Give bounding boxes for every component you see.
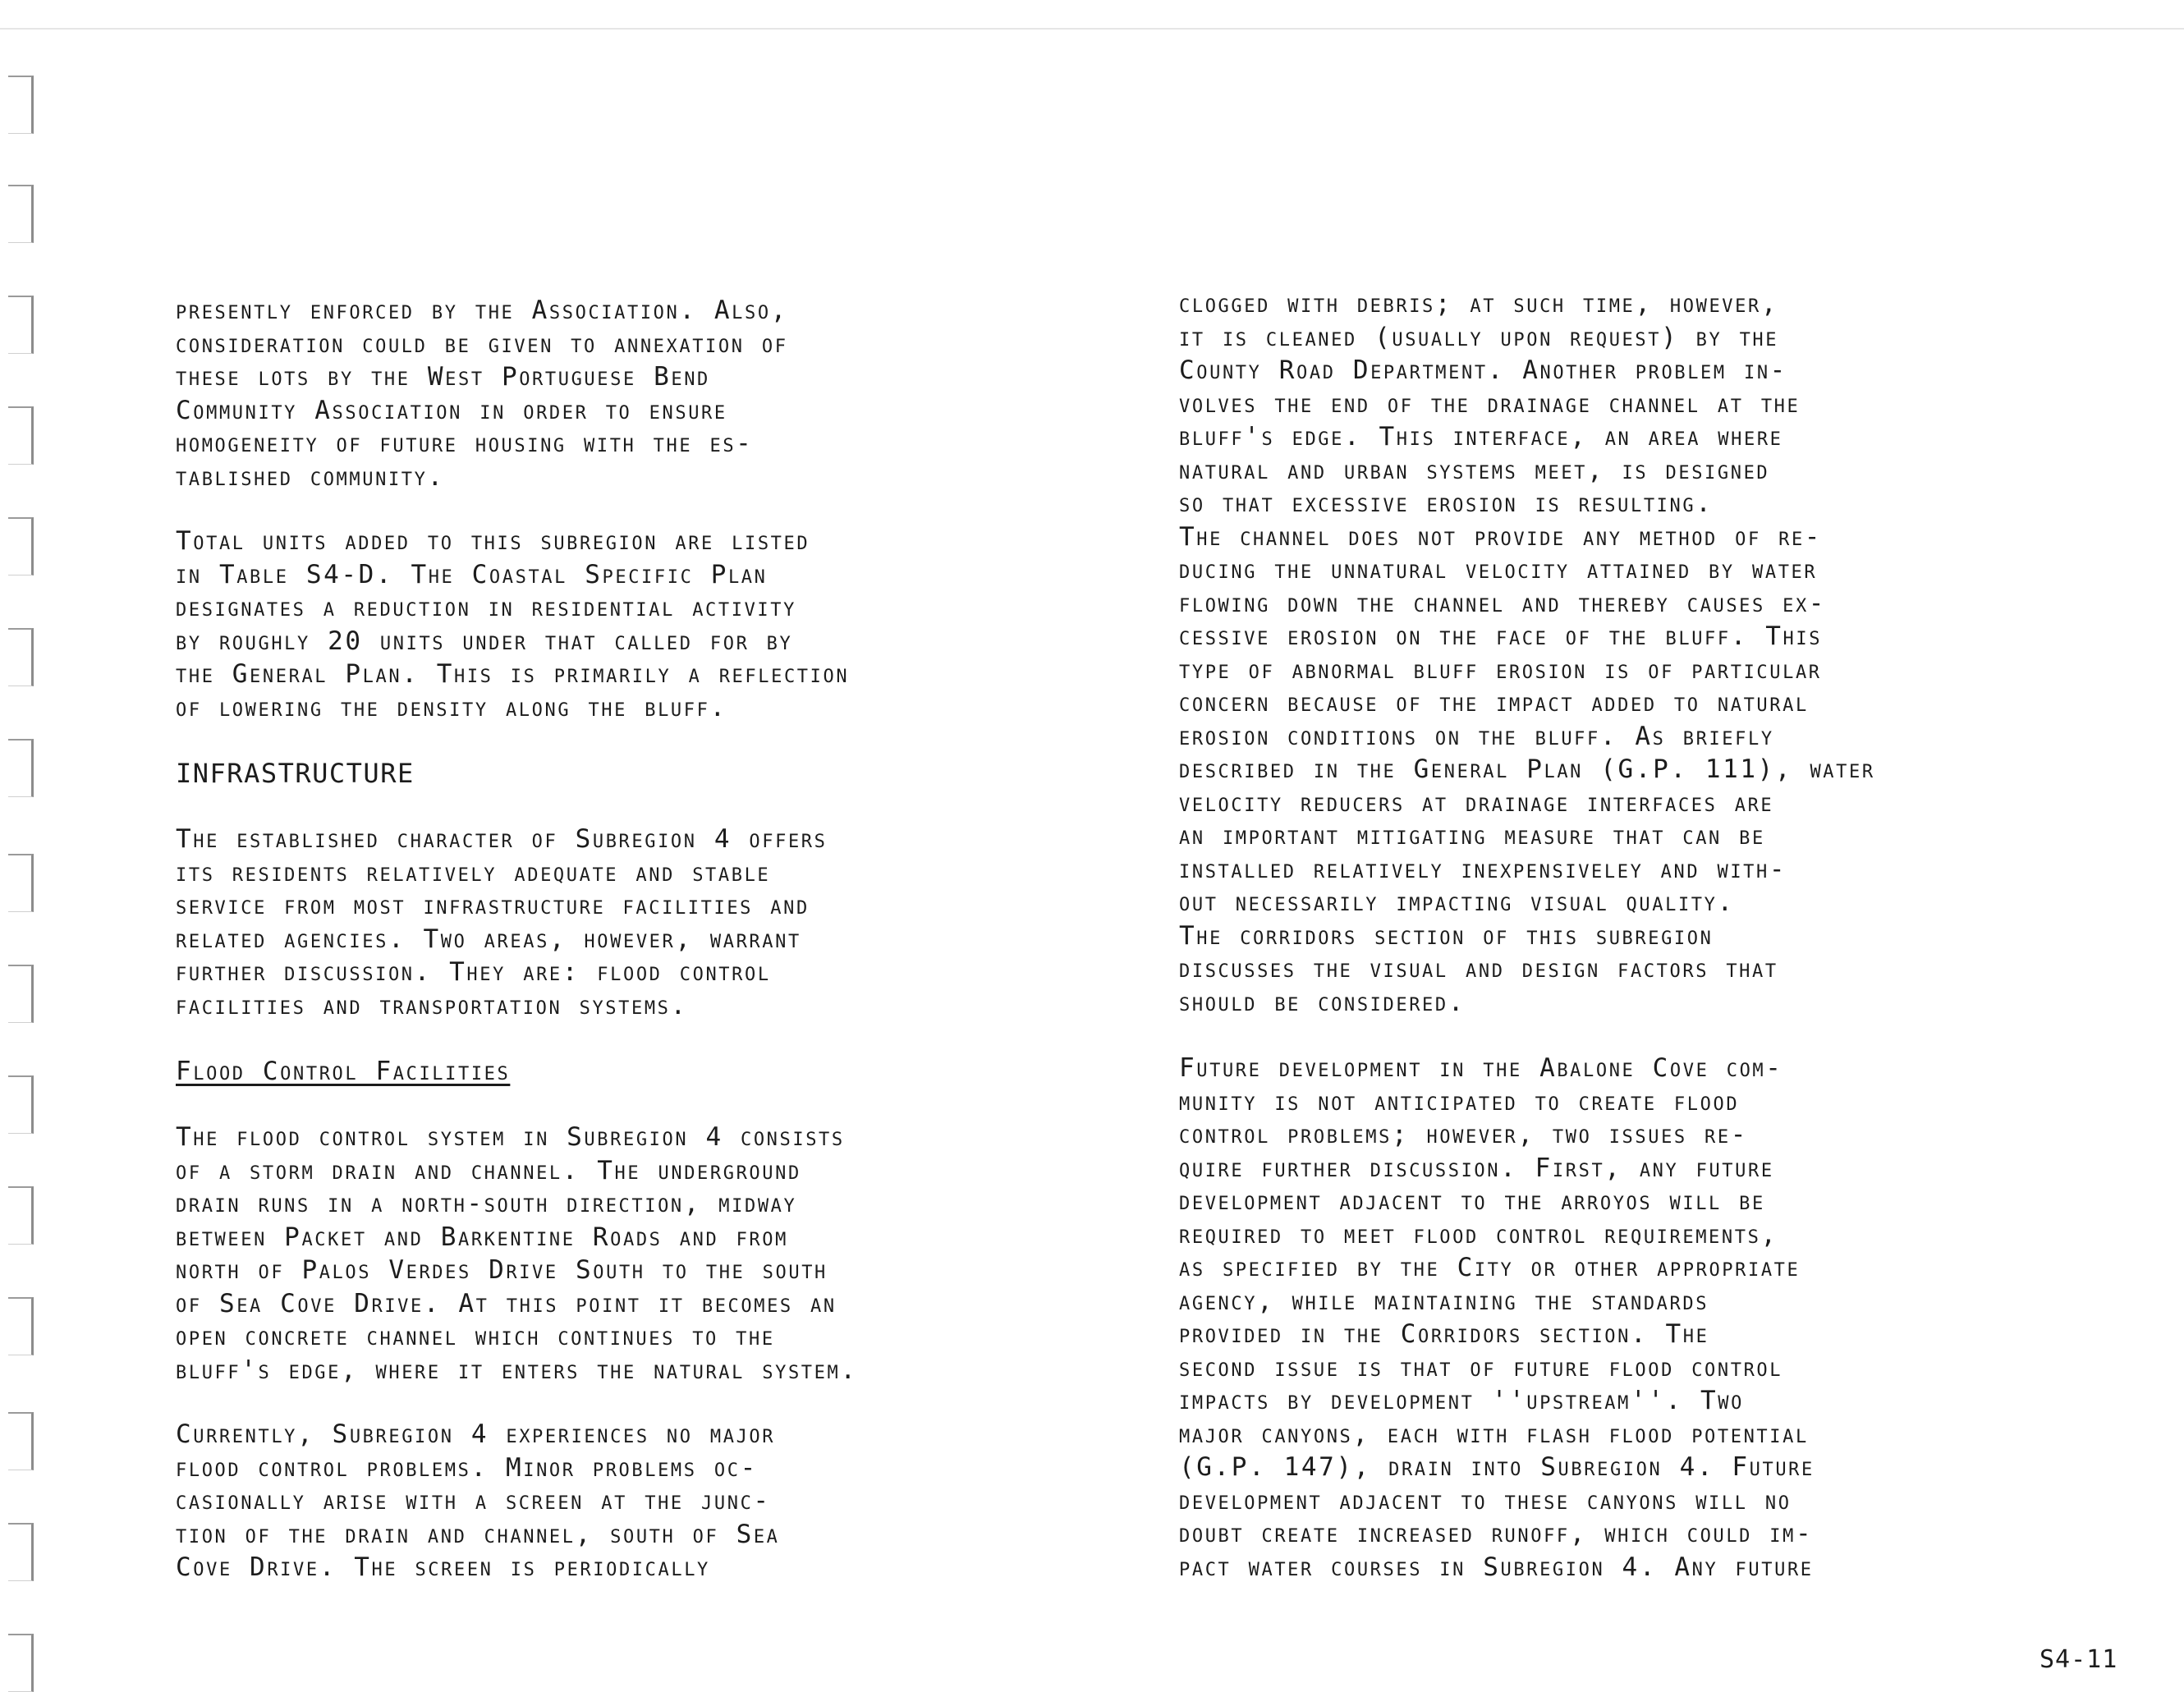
paragraph-clogged-debris [1179, 287, 2131, 1019]
section-heading-infrastructure: INFRASTRUCTURE [176, 758, 415, 789]
text-line: open concrete channel which continues to the [176, 1322, 775, 1351]
binder-mark [8, 1075, 34, 1134]
text-line: impacts by development ''upstream''. Two [1179, 1386, 1744, 1415]
paragraph-currently [176, 1418, 1169, 1584]
text-line: concern because of the impact added to natural [1179, 688, 1809, 718]
text-line: service from most infrastructure facilities and [176, 891, 810, 920]
text-line: discusses the visual and design factors that [1179, 954, 1778, 984]
text-line: it is cleaned (usually upon request) by the [1179, 322, 1779, 352]
text-line: installed relatively inexpensiveley and with- [1179, 854, 1787, 884]
text-line: erosion conditions on the bluff. As briefly [1179, 721, 1774, 751]
binder-hole-marks [0, 0, 49, 1685]
text-line: casionally arise with a screen at the junc- [176, 1486, 771, 1515]
text-line: flood control problems. Minor problems oc- [176, 1452, 758, 1483]
right-column [1179, 287, 2131, 1584]
text-line: munity is not anticipated to create flood [1179, 1086, 1740, 1117]
text-line: control problems; however, two issues re- [1179, 1120, 1748, 1149]
text-line: further discussion. They are: flood control [176, 957, 771, 987]
text-line: County Road Department. Another problem in- [1179, 355, 1787, 385]
binder-mark [8, 185, 34, 243]
text-line: natural and urban systems meet, is designed [1179, 455, 1770, 485]
text-line: flowing down the channel and thereby causes ex- [1179, 588, 1827, 618]
text-line: The flood control system in Subregion 4 consists [176, 1122, 845, 1152]
text-line: tablished community. [176, 461, 445, 492]
text-line: required to meet flood control requirements, [1179, 1219, 1778, 1250]
binder-mark [8, 628, 34, 686]
text-line: should be considered. [1179, 987, 1466, 1017]
binder-mark [8, 1297, 34, 1355]
binder-mark [8, 965, 34, 1023]
text-line: by roughly 20 units under that called for by [176, 626, 793, 656]
binder-mark [8, 1523, 34, 1581]
text-line: major canyons, each with flash flood potential [1179, 1419, 1809, 1449]
text-line: agency, while maintaining the standards [1179, 1286, 1709, 1316]
text-line: Community Association in order to ensure [176, 395, 727, 425]
binder-mark [8, 854, 34, 912]
text-line: facilities and transportation systems. [176, 990, 688, 1020]
left-column [176, 294, 1169, 1584]
text-line: Future development in the Abalone Cove com- [1179, 1053, 1783, 1083]
text-line: pact water courses in Subregion 4. Any future [1179, 1552, 1814, 1582]
text-line: homogeneity of future housing with the es- [176, 429, 754, 458]
text-line: related agencies. Two areas, however, warrant [176, 924, 801, 954]
text-line: of a storm drain and channel. The underground [176, 1155, 801, 1185]
text-line: The channel does not provide any method of re- [1179, 521, 1823, 552]
binder-mark [8, 296, 34, 354]
text-line: consideration could be given to annexation of [176, 328, 788, 359]
text-line: drain runs in a north-south direction, midway [176, 1189, 797, 1218]
text-line: Total units added to this subregion are listed [176, 526, 810, 556]
text-line: described in the General Plan (G.P. 111), water [1179, 754, 1875, 784]
text-line: these lots by the West Portuguese Bend [176, 362, 710, 392]
scan-top-edge [0, 28, 2184, 30]
text-line: an important mitigating measure that can be [1179, 821, 1765, 851]
binder-mark [8, 1412, 34, 1470]
text-line: its residents relatively adequate and stable [176, 857, 771, 887]
text-line: The established character of Subregion 4 offers [176, 824, 828, 854]
text-line: type of abnormal bluff erosion is of particular [1179, 654, 1822, 685]
paragraph-association [176, 294, 1169, 493]
paragraph-flood-control-system [176, 1121, 1169, 1387]
text-line: designates a reduction in residential activity [176, 593, 796, 622]
text-line: bluff's edge, where it enters the natural system. [176, 1355, 858, 1385]
text-line: cessive erosion on the face of the bluff. This [1179, 621, 1823, 651]
subheading-flood-control-facilities: Flood Control Facilities [176, 1057, 511, 1086]
text-line: provided in the Corridors section. The [1179, 1319, 1709, 1349]
text-line: of lowering the density along the bluff. [176, 692, 727, 722]
paragraph-future-development [1179, 1052, 2131, 1584]
text-line: so that excessive erosion is resulting. [1179, 488, 1714, 518]
text-line: (G.P. 147), drain into Subregion 4. Future [1179, 1452, 1815, 1482]
text-line: quire further discussion. First, any future [1179, 1153, 1774, 1183]
text-line: clogged with debris; at such time, however, [1179, 289, 1779, 319]
text-line: velocity reducers at drainage interfaces are [1179, 787, 1774, 818]
text-line: volves the end of the drainage channel at the [1179, 388, 1801, 419]
text-line: The corridors section of this subregion [1179, 920, 1714, 951]
binder-mark [8, 406, 34, 465]
text-line: the General Plan. This is primarily a reflection [176, 659, 850, 689]
text-line: bluff's edge. This interface, an area where [1179, 422, 1783, 452]
binder-mark [8, 1634, 34, 1692]
text-line: ducing the unnatural velocity attained by water [1179, 555, 1818, 585]
text-line: development adjacent to these canyons will no [1179, 1485, 1792, 1515]
text-line: presently enforced by the Association. Also, [176, 296, 788, 325]
page-number: S4-11 [2039, 1645, 2118, 1674]
text-line: as specified by the City or other appropriate [1179, 1253, 1801, 1282]
binder-mark [8, 1186, 34, 1245]
text-line: Currently, Subregion 4 experiences no major [176, 1419, 776, 1449]
text-line: second issue is that of future flood control [1179, 1352, 1783, 1382]
binder-mark [8, 739, 34, 797]
text-line: in Table S4-D. The Coastal Specific Plan [176, 559, 768, 589]
binder-mark [8, 517, 34, 575]
text-line: Cove Drive. The screen is periodically [176, 1552, 710, 1582]
binder-mark [8, 76, 34, 134]
text-line: doubt create increased runoff, which could im- [1179, 1519, 1814, 1548]
paragraph-established-character [176, 823, 1169, 1022]
text-line: out necessarily impacting visual quality. [1179, 887, 1735, 917]
paragraph-total-units [176, 525, 1169, 724]
text-line: north of Palos Verdes Drive South to the south [176, 1255, 828, 1285]
text-line: between Packet and Barkentine Roads and from [176, 1222, 788, 1252]
text-line: tion of the drain and channel, south of Sea [176, 1519, 780, 1549]
text-line: of Sea Cove Drive. At this point it becomes an [176, 1288, 837, 1318]
text-line: development adjacent to the arroyos will be [1179, 1186, 1765, 1216]
